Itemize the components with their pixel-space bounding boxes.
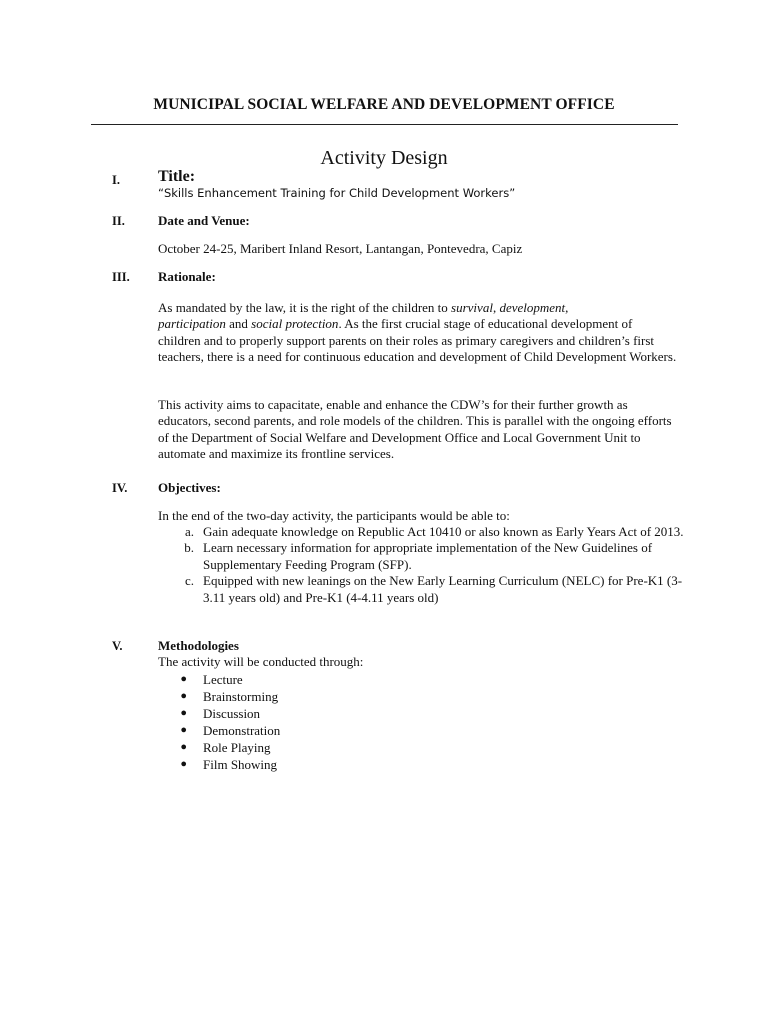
objectives-list	[158, 524, 688, 606]
rationale-paragraph-1: As mandated by the law, it is the right of the children to survival, development, participation and social protection. As the first crucial stage of educational development of children and to properly support parents on their roles as primary caregivers and children’s first teachers, there is a need for continuous education and development of Child Development Workers.	[158, 300, 677, 365]
objective-marker: c.	[184, 573, 194, 589]
bullet-icon: ●	[180, 724, 187, 736]
section-numeral-title: I.	[112, 173, 120, 187]
document-title: Activity Design	[320, 147, 448, 169]
section-numeral-date-venue: II.	[112, 214, 125, 228]
objective-text: Learn necessary information for appropriate implementation of the New Guidelines of Supplementary Feeding Program (SFP).	[203, 540, 653, 572]
objective-item	[158, 540, 688, 573]
header-divider	[91, 124, 678, 125]
section-heading-rationale: Rationale:	[158, 269, 216, 284]
methodologies-intro: The activity will be conducted through:	[158, 654, 364, 669]
section-numeral-methodologies: V.	[112, 639, 123, 653]
objective-marker: a.	[184, 524, 194, 539]
objectives-intro: In the end of the two-day activity, the participants would be able to:	[158, 508, 510, 523]
bullet-icon: ●	[180, 690, 187, 702]
date-venue-text: October 24-25, Maribert Inland Resort, Lantangan, Pontevedra, Capiz	[158, 241, 523, 256]
objective-item	[158, 573, 688, 606]
objective-marker: b.	[184, 540, 194, 556]
section-heading-date-venue: Date and Venue:	[158, 213, 250, 228]
bullet-icon: ●	[180, 673, 187, 685]
section-numeral-rationale: III.	[112, 270, 130, 284]
section-heading-title: Title:	[158, 168, 196, 185]
methodologies-list	[158, 671, 280, 773]
list-item: ● Lecture	[158, 671, 280, 688]
section-heading-objectives: Objectives:	[158, 480, 221, 495]
office-header: MUNICIPAL SOCIAL WELFARE AND DEVELOPMENT OFFICE	[153, 96, 615, 113]
activity-title-text: “Skills Enhancement Training for Child Development Workers”	[158, 186, 516, 200]
objective-text: Equipped with new leanings on the New Early Learning Curriculum (NELC) for Pre-K1 (3-3.11 years old) and Pre-K1 (4-4.11 years old)	[203, 573, 683, 605]
list-item: ● Role Playing	[158, 739, 280, 756]
section-numeral-objectives: IV.	[112, 481, 128, 495]
list-item: ● Brainstorming	[158, 688, 280, 705]
objective-text: Gain adequate knowledge on Republic Act 10410 or also known as Early Years Act of 2013.	[203, 524, 684, 539]
section-heading-methodologies: Methodologies	[158, 638, 239, 653]
list-item: ● Film Showing	[158, 756, 280, 773]
objective-item	[158, 524, 688, 540]
rationale-paragraph-2: This activity aims to capacitate, enable and enhance the CDW’s for their further growth as educators, second parents, and role models of the children. This is parallel with the ongoing efforts of the Department of Social Welfare and Development Office and Local Government Unit to automate and maximize its frontline services.	[158, 397, 672, 462]
list-item: ● Discussion	[158, 705, 280, 722]
bullet-icon: ●	[180, 707, 187, 719]
bullet-icon: ●	[180, 758, 187, 770]
list-item: ● Demonstration	[158, 722, 280, 739]
bullet-icon: ●	[180, 741, 187, 753]
